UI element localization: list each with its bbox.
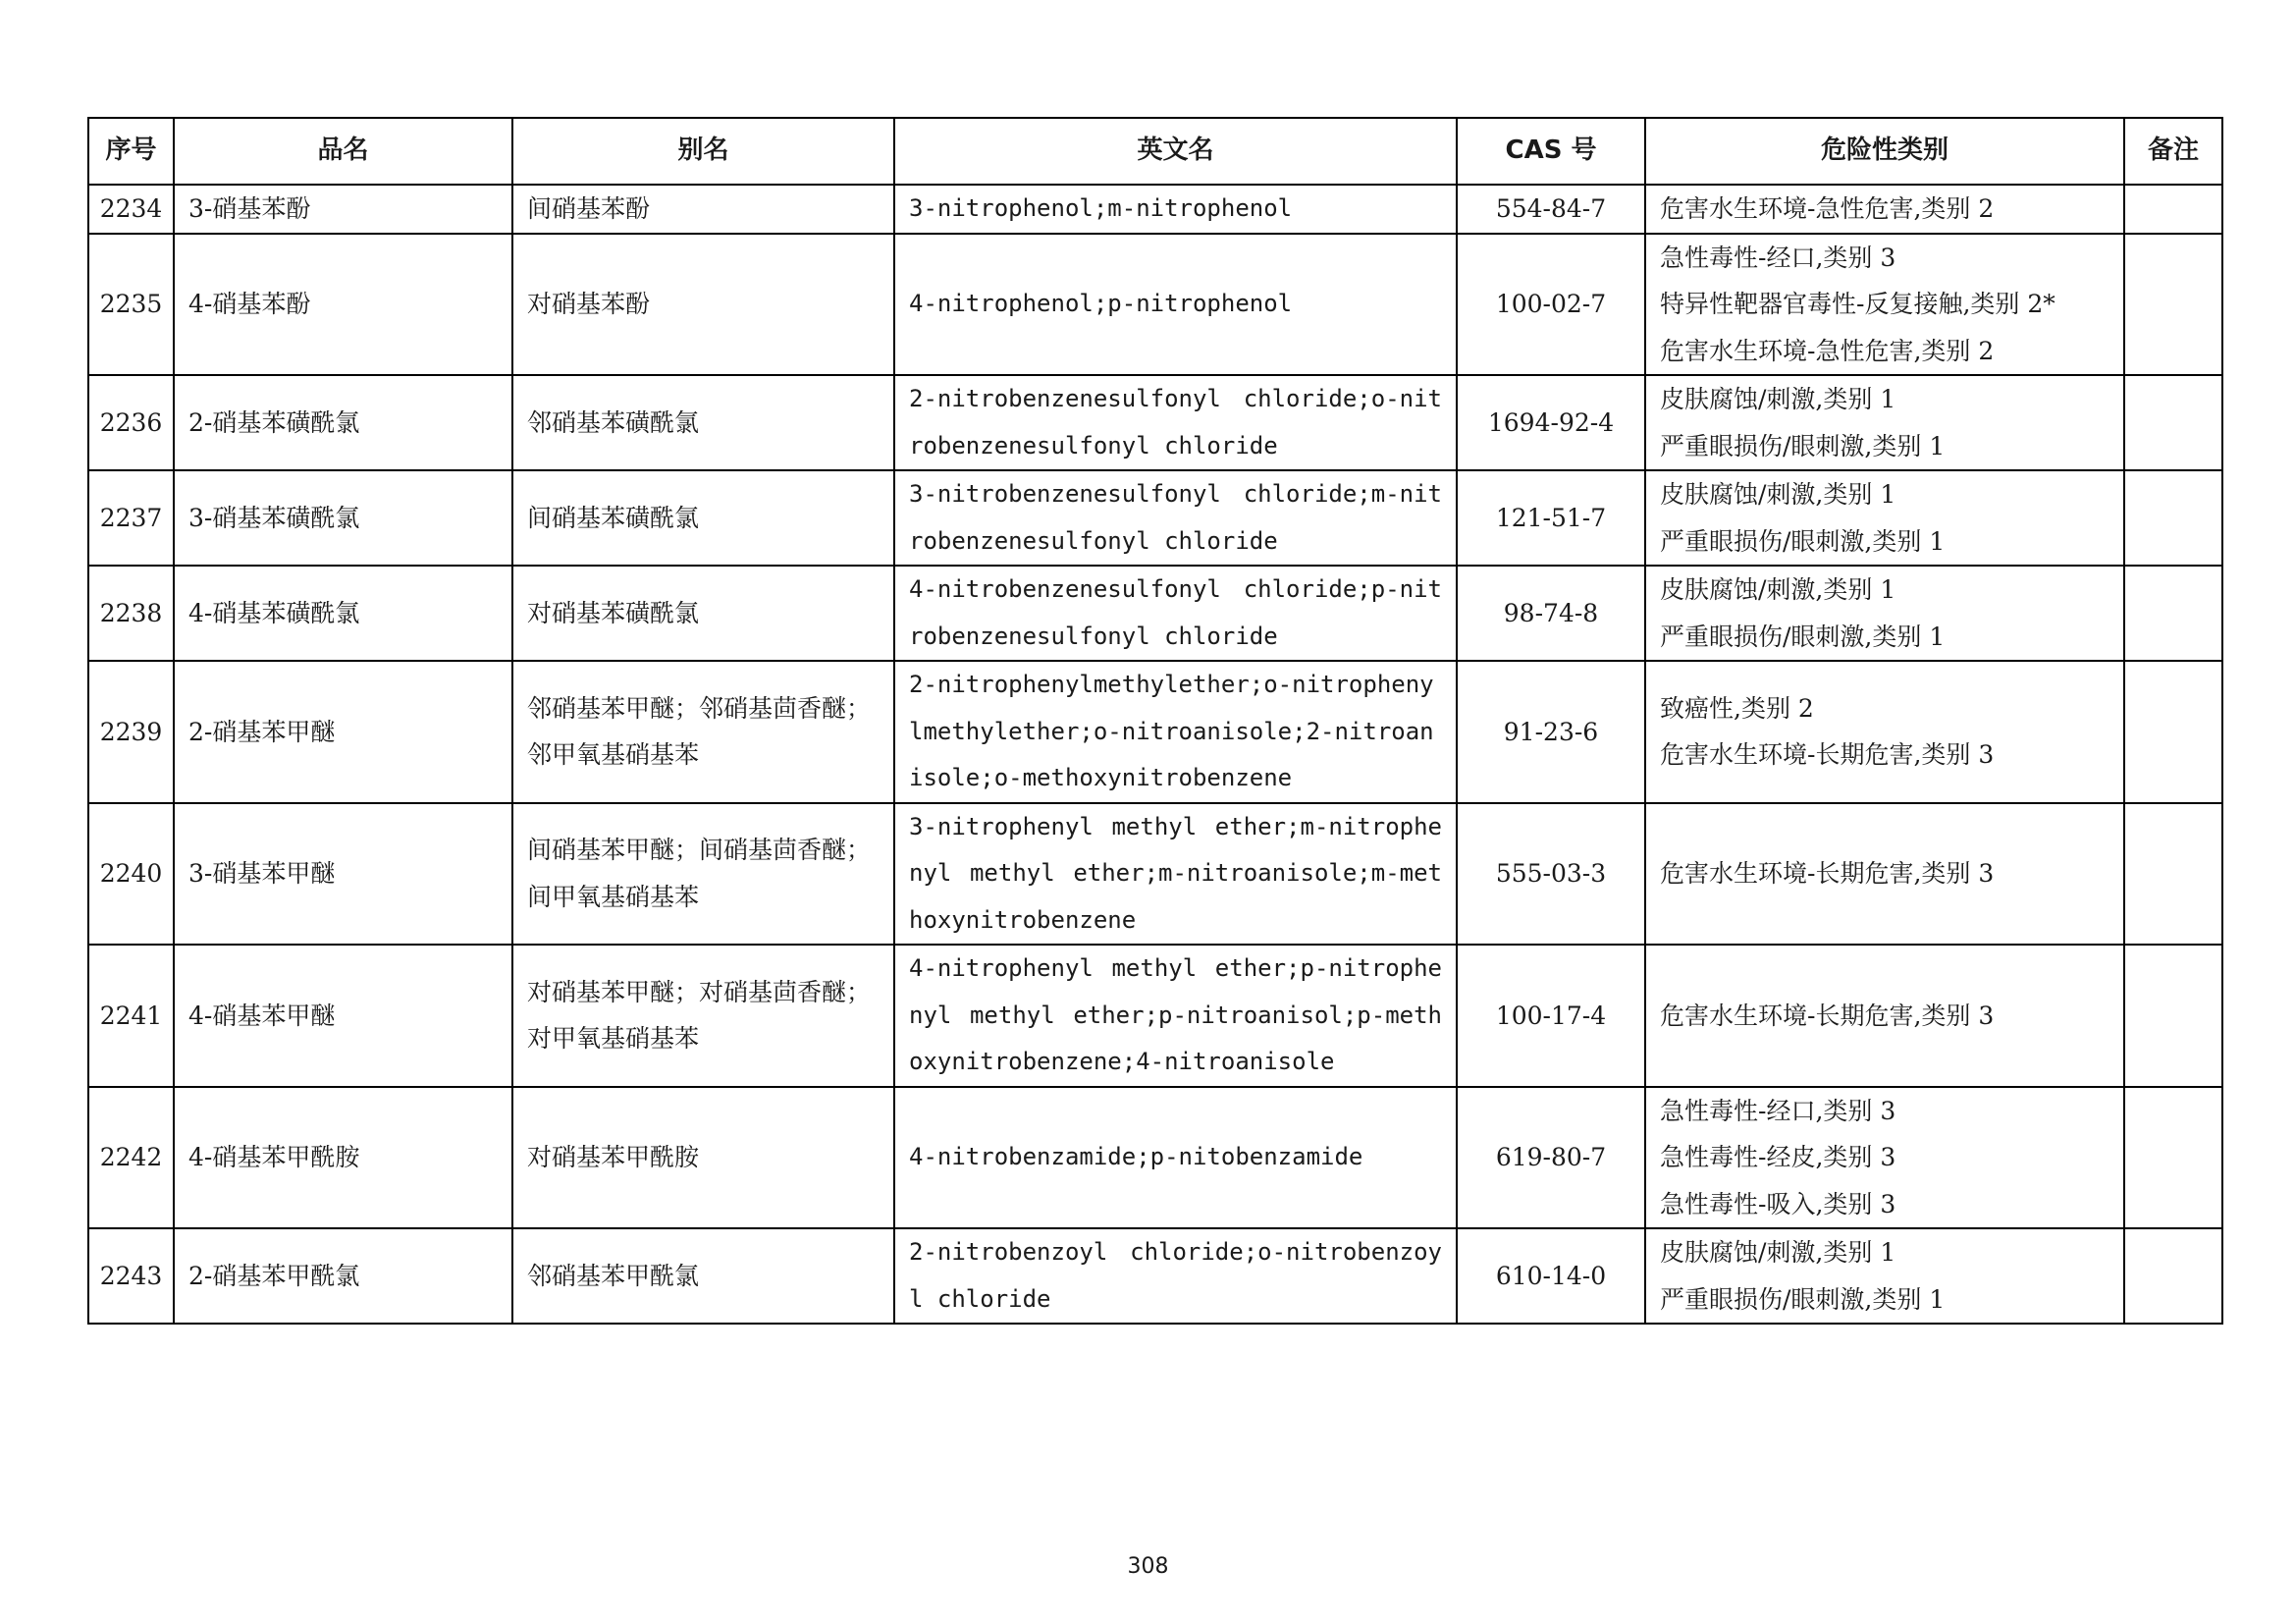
table-row bbox=[88, 661, 2222, 803]
header-remark: 备注 bbox=[2124, 118, 2222, 185]
table-row bbox=[88, 1087, 2222, 1229]
table-row bbox=[88, 1228, 2222, 1324]
cell-cas-number: 1694-92-4 bbox=[1457, 375, 1645, 470]
cell-english-name: 3-nitrophenyl methyl ether;m-nitrophenyl methyl ether;m-nitroanisole;m-methoxynitrobenzene bbox=[894, 803, 1457, 946]
hazard-line: 危害水生环境-长期危害,类别 3 bbox=[1660, 1001, 1995, 1030]
cell-english-name: 2-nitrophenylmethylether;o-nitrophenylmethylether;o-nitroanisole;2-nitroanisole;o-methoxynitrobenzene bbox=[894, 661, 1457, 803]
header-index: 序号 bbox=[88, 118, 174, 185]
hazard-line: 危害水生环境-急性危害,类别 2 bbox=[1660, 336, 1995, 365]
cell-english-name: 4-nitrophenol;p-nitrophenol bbox=[894, 234, 1457, 376]
hazard-line: 严重眼损伤/眼刺激,类别 1 bbox=[1660, 431, 1946, 460]
cell-remark bbox=[2124, 375, 2222, 470]
header-alias: 别名 bbox=[512, 118, 894, 185]
table-row bbox=[88, 470, 2222, 566]
hazard-line: 严重眼损伤/眼刺激,类别 1 bbox=[1660, 526, 1946, 556]
cell-index: 2239 bbox=[88, 661, 174, 803]
hazard-line: 危害水生环境-长期危害,类别 3 bbox=[1660, 859, 1995, 888]
cell-english-name: 2-nitrobenzenesulfonyl chloride;o-nitrobenzenesulfonyl chloride bbox=[894, 375, 1457, 470]
cell-cas-number: 100-02-7 bbox=[1457, 234, 1645, 376]
table-row bbox=[88, 234, 2222, 376]
cell-index: 2238 bbox=[88, 566, 174, 661]
hazard-line: 皮肤腐蚀/刺激,类别 1 bbox=[1660, 480, 1896, 509]
hazard-line: 急性毒性-吸入,类别 3 bbox=[1660, 1189, 1896, 1218]
hazard-line: 致癌性,类别 2 bbox=[1660, 693, 1814, 723]
table-row bbox=[88, 803, 2222, 946]
cell-english-name: 2-nitrobenzoyl chloride;o-nitrobenzoyl chloride bbox=[894, 1228, 1457, 1324]
hazard-line: 急性毒性-经口,类别 3 bbox=[1660, 1096, 1896, 1125]
table-row bbox=[88, 375, 2222, 470]
header-cas-number: CAS 号 bbox=[1457, 118, 1645, 185]
cell-alias: 间硝基苯酚 bbox=[512, 185, 894, 234]
cell-hazard-class bbox=[1645, 375, 2124, 470]
cell-index: 2236 bbox=[88, 375, 174, 470]
hazardous-chemicals-table bbox=[87, 117, 2223, 1325]
cell-hazard-class bbox=[1645, 1228, 2124, 1324]
cell-remark bbox=[2124, 661, 2222, 803]
cell-remark bbox=[2124, 185, 2222, 234]
cell-name: 4-硝基苯磺酰氯 bbox=[174, 566, 512, 661]
cell-cas-number: 98-74-8 bbox=[1457, 566, 1645, 661]
cell-cas-number: 555-03-3 bbox=[1457, 803, 1645, 946]
table-row bbox=[88, 566, 2222, 661]
cell-hazard-class bbox=[1645, 803, 2124, 946]
cell-english-name: 4-nitrophenyl methyl ether;p-nitrophenyl methyl ether;p-nitroanisol;p-methoxynitrobenzene;4-nitroanisole bbox=[894, 945, 1457, 1087]
cell-index: 2240 bbox=[88, 803, 174, 946]
table-row bbox=[88, 945, 2222, 1087]
cell-alias: 间硝基苯甲醚；间硝基茴香醚；间甲氧基硝基苯 bbox=[512, 803, 894, 946]
cell-alias: 对硝基苯甲酰胺 bbox=[512, 1087, 894, 1229]
cell-alias: 对硝基苯磺酰氯 bbox=[512, 566, 894, 661]
cell-hazard-class bbox=[1645, 470, 2124, 566]
hazard-line: 皮肤腐蚀/刺激,类别 1 bbox=[1660, 385, 1896, 413]
cell-index: 2241 bbox=[88, 945, 174, 1087]
cell-name: 2-硝基苯甲醚 bbox=[174, 661, 512, 803]
page-number: 308 bbox=[1127, 1554, 1169, 1579]
cell-cas-number: 554-84-7 bbox=[1457, 185, 1645, 234]
header-english-name: 英文名 bbox=[894, 118, 1457, 185]
cell-name: 2-硝基苯磺酰氯 bbox=[174, 375, 512, 470]
cell-remark bbox=[2124, 1228, 2222, 1324]
cell-english-name: 4-nitrobenzenesulfonyl chloride;p-nitrobenzenesulfonyl chloride bbox=[894, 566, 1457, 661]
hazard-line: 严重眼损伤/眼刺激,类别 1 bbox=[1660, 1284, 1946, 1314]
cell-index: 2234 bbox=[88, 185, 174, 234]
cell-english-name: 4-nitrobenzamide;p-nitobenzamide bbox=[894, 1087, 1457, 1229]
table-header-row bbox=[88, 118, 2222, 185]
cell-hazard-class bbox=[1645, 566, 2124, 661]
cell-english-name: 3-nitrobenzenesulfonyl chloride;m-nitrobenzenesulfonyl chloride bbox=[894, 470, 1457, 566]
cell-remark bbox=[2124, 945, 2222, 1087]
cell-index: 2237 bbox=[88, 470, 174, 566]
cell-hazard-class bbox=[1645, 661, 2124, 803]
header-hazard-class: 危险性类别 bbox=[1645, 118, 2124, 185]
hazard-line: 严重眼损伤/眼刺激,类别 1 bbox=[1660, 622, 1946, 651]
cell-remark bbox=[2124, 470, 2222, 566]
hazard-line: 危害水生环境-急性危害,类别 2 bbox=[1660, 194, 1995, 223]
cell-hazard-class bbox=[1645, 234, 2124, 376]
hazard-line: 危害水生环境-长期危害,类别 3 bbox=[1660, 740, 1995, 770]
cell-remark bbox=[2124, 566, 2222, 661]
hazard-line: 急性毒性-经口,类别 3 bbox=[1660, 243, 1896, 272]
cell-index: 2243 bbox=[88, 1228, 174, 1324]
cell-name: 3-硝基苯甲醚 bbox=[174, 803, 512, 946]
cell-name: 4-硝基苯甲醚 bbox=[174, 945, 512, 1087]
hazard-line: 急性毒性-经皮,类别 3 bbox=[1660, 1143, 1896, 1171]
cell-name: 3-硝基苯磺酰氯 bbox=[174, 470, 512, 566]
table-body bbox=[88, 185, 2222, 1324]
table-row bbox=[88, 185, 2222, 234]
cell-cas-number: 91-23-6 bbox=[1457, 661, 1645, 803]
cell-alias: 间硝基苯磺酰氯 bbox=[512, 470, 894, 566]
cell-index: 2242 bbox=[88, 1087, 174, 1229]
cell-name: 4-硝基苯酚 bbox=[174, 234, 512, 376]
cell-name: 4-硝基苯甲酰胺 bbox=[174, 1087, 512, 1229]
cell-cas-number: 619-80-7 bbox=[1457, 1087, 1645, 1229]
cell-hazard-class bbox=[1645, 945, 2124, 1087]
cell-alias: 对硝基苯酚 bbox=[512, 234, 894, 376]
header-name: 品名 bbox=[174, 118, 512, 185]
hazard-line: 特异性靶器官毒性-反复接触,类别 2* bbox=[1660, 290, 2056, 318]
cell-name: 3-硝基苯酚 bbox=[174, 185, 512, 234]
hazard-line: 皮肤腐蚀/刺激,类别 1 bbox=[1660, 575, 1896, 604]
cell-remark bbox=[2124, 234, 2222, 376]
cell-alias: 邻硝基苯甲酰氯 bbox=[512, 1228, 894, 1324]
cell-index: 2235 bbox=[88, 234, 174, 376]
cell-hazard-class bbox=[1645, 185, 2124, 234]
cell-remark bbox=[2124, 803, 2222, 946]
cell-cas-number: 121-51-7 bbox=[1457, 470, 1645, 566]
cell-remark bbox=[2124, 1087, 2222, 1229]
cell-alias: 邻硝基苯甲醚；邻硝基茴香醚；邻甲氧基硝基苯 bbox=[512, 661, 894, 803]
cell-alias: 邻硝基苯磺酰氯 bbox=[512, 375, 894, 470]
cell-hazard-class bbox=[1645, 1087, 2124, 1229]
cell-cas-number: 610-14-0 bbox=[1457, 1228, 1645, 1324]
cell-name: 2-硝基苯甲酰氯 bbox=[174, 1228, 512, 1324]
cell-cas-number: 100-17-4 bbox=[1457, 945, 1645, 1087]
cell-alias: 对硝基苯甲醚；对硝基茴香醚；对甲氧基硝基苯 bbox=[512, 945, 894, 1087]
hazard-line: 皮肤腐蚀/刺激,类别 1 bbox=[1660, 1238, 1896, 1267]
cell-english-name: 3-nitrophenol;m-nitrophenol bbox=[894, 185, 1457, 234]
